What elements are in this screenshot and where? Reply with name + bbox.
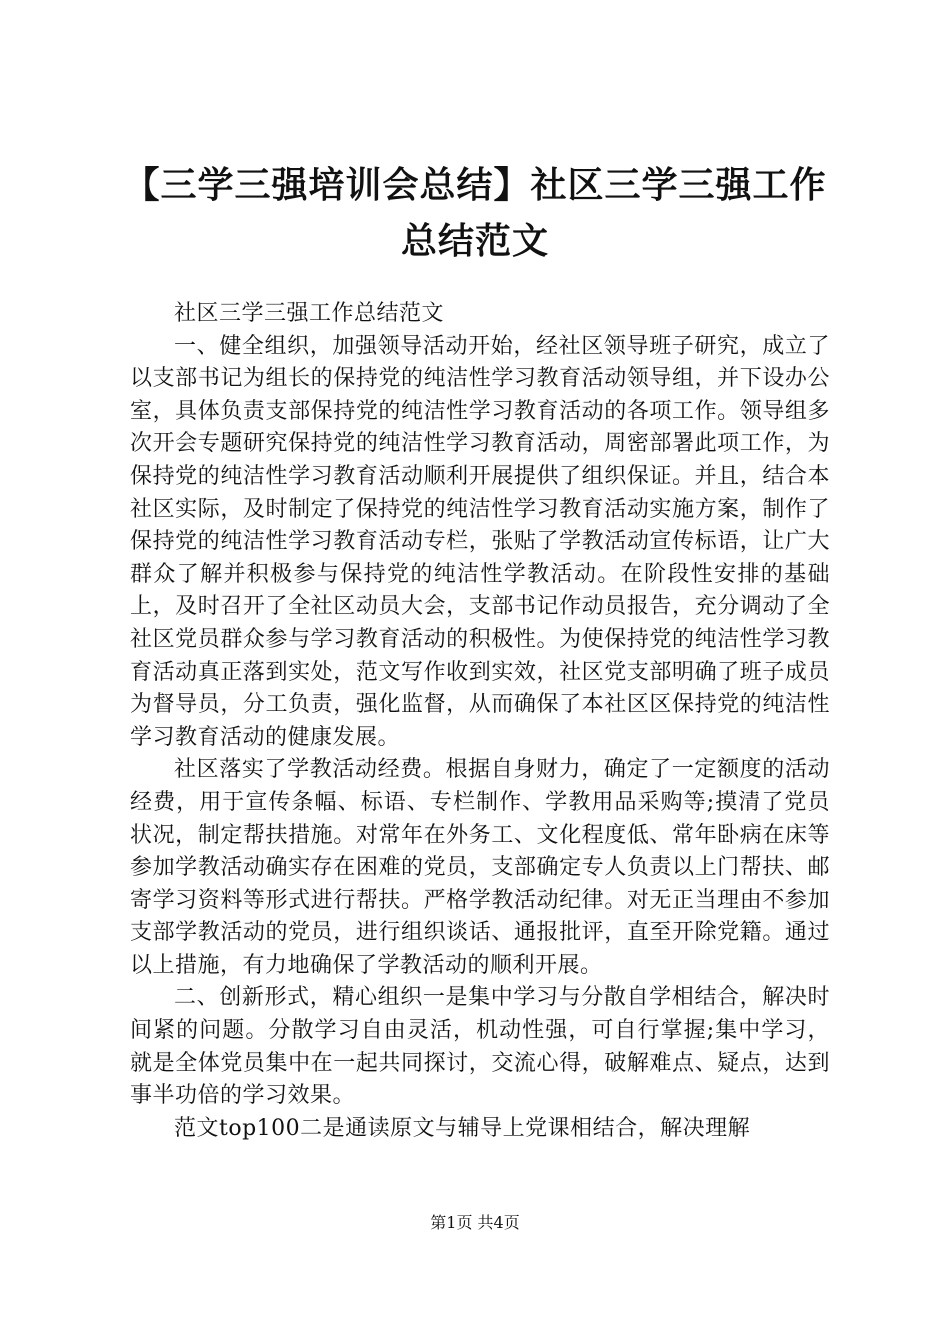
paragraph-2: 社区落实了学教活动经费。根据自身财力，确定了一定额度的活动经费，用于宣传条幅、标语、专栏制作、学教用品采购等;摸清了党员状况，制定帮扶措施。对常年在外务工、文化程度低、常年卧病在床等参加学教活动确实存在困难的党员，支部确定专人负责以上门帮扶、邮寄学习资料等形式进行帮扶。严格学教活动纪律。对无正当理由不参加支部学教活动的党员，进行组织谈话、通报批评，直至开除党籍。通过以上措施，有力地确保了学教活动的顺利开展。 [130,757,830,978]
paragraph-subtitle: 社区三学三强工作总结范文 [174,301,445,326]
document-body [130,298,830,1145]
paragraph-3: 二、创新形式，精心组织一是集中学习与分散自学相结合，解决时间紧的问题。分散学习自由灵活，机动性强，可自行掌握;集中学习，就是全体党员集中在一起共同探讨，交流心得，破解难点、疑点，达到事半功倍的学习效果。 [130,985,830,1109]
paragraph-4: 范文top100二是通读原文与辅导上党课相结合，解决理解 [174,1115,751,1141]
page-number-footer: 第1页 共4页 [430,1213,520,1232]
paragraph-1: 一、健全组织，加强领导活动开始，经社区领导班子研究，成立了以支部书记为组长的保持党的纯洁性学习教育活动领导组，并下设办公室，具体负责支部保持党的纯洁性学习教育活动的各项工作。领导组多次开会专题研究保持党的纯洁性学习教育活动，周密部署此项工作，为保持党的纯洁性学习教育活动顺利开展提供了组织保证。并且，结合本社区实际，及时制定了保持党的纯洁性学习教育活动实施方案，制作了保持党的纯洁性学习教育活动专栏，张贴了学教活动宣传标语，让广大群众了解并积极参与保持党的纯洁性学教活动。在阶段性安排的基础上，及时召开了全社区动员大会，支部书记作动员报告，充分调动了全社区党员群众参与学习教育活动的积极性。为使保持党的纯洁性学习教育活动真正落到实处，范文写作收到实效，社区党支部明确了班子成员为督导员，分工负责，强化监督，从而确保了本社区区保持党的纯洁性学习教育活动的健康发展。 [130,333,830,750]
document-title: 【三学三强培训会总结】社区三学三强工作总结范文 [123,165,827,262]
